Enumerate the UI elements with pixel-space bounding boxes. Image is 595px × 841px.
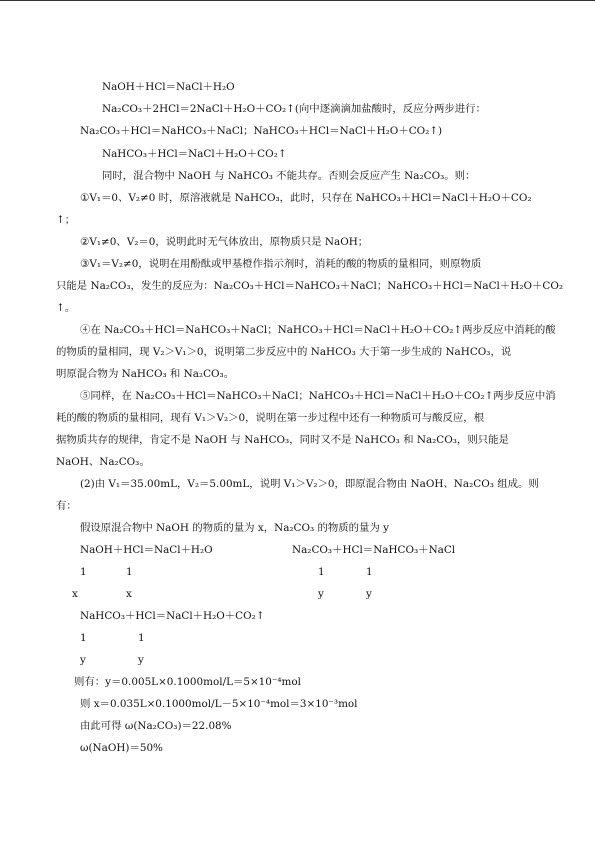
- case1-line1: ①V₁＝0、V₂≠0 时，原溶液就是 NaHCO₃，此时，只存在 NaHCO₃＋HCl＝NaCl＋H₂O＋CO₂: [80, 192, 532, 204]
- case3-line3: ↑。: [56, 302, 76, 314]
- calc-eq2: Na₂CO₃＋HCl＝NaHCO₃＋NaCl: [292, 544, 456, 556]
- calc-eq1: NaOH＋HCl＝NaCl＋H₂O: [80, 544, 213, 556]
- result-x: 则 x＝0.035L×0.1000mol/L－5×10⁻⁴mol＝3×10⁻³mol: [80, 698, 358, 710]
- result-omega-naoh: ω(NaOH)＝50%: [80, 742, 163, 754]
- assume-line: 假设原混合物中 NaOH 的物质的量为 x，Na₂CO₃ 的物质的量为 y: [80, 522, 390, 534]
- case2-line: ②V₁≠0、V₂＝0，说明此时无气体放出，原物质只是 NaOH；: [80, 236, 369, 248]
- calc-eq3-coef-hcl: 1: [138, 632, 145, 644]
- calc-eq3: NaHCO₃＋HCl＝NaCl＋H₂O＋CO₂↑: [80, 610, 265, 622]
- case3-line2: 只能是 Na₂CO₃，发生的反应为：Na₂CO₃＋HCl＝NaHCO₃＋NaCl；NaHCO₃＋HCl＝NaCl＋H₂O＋CO₂: [56, 280, 564, 292]
- result-omega-na2co3: 由此可得 ω(Na₂CO₃)＝22.08%: [80, 720, 232, 732]
- calc-eq3-amount-nahco3: y: [80, 654, 86, 666]
- case4-line3: 明原混合物为 NaHCO₃ 和 Na₂CO₃。: [56, 368, 235, 380]
- calc-eq3-coef-nahco3: 1: [80, 632, 87, 644]
- case1-line2: ↑；: [56, 214, 76, 226]
- case5-line2: 耗的酸的物质的量相同，现有 V₁＞V₂＞0，说明在第一步过程中还有一种物质可与酸反应，根: [56, 412, 485, 424]
- calc-eq1-amount-hcl: x: [126, 588, 132, 600]
- eq-naoh-hcl: NaOH＋HCl＝NaCl＋H₂O: [102, 81, 235, 93]
- eq-na2co3-total: Na₂CO₃＋2HCl＝2NaCl＋H₂O＋CO₂↑(向中逐滴滴加盐酸时，反应分两步进行：: [102, 103, 486, 115]
- calc-eq2-amount-hcl: y: [366, 588, 372, 600]
- case5-line4: NaOH、Na₂CO₃。: [56, 456, 150, 468]
- case5-line3: 据物质共存的规律，肯定不是 NaOH 与 NaHCO₃，同时又不是 NaHCO₃ 和 Na₂CO₃，则只能是: [56, 434, 509, 446]
- part2-line1: (2)由 V₁＝35.00mL，V₂＝5.00mL，说明 V₁＞V₂＞0，即原混合物由 NaOH、Na₂CO₃ 组成。则: [80, 478, 539, 490]
- calc-eq2-amount-na2co3: y: [318, 588, 324, 600]
- result-y: 则有：y＝0.005L×0.1000mol/L＝5×10⁻⁴mol: [74, 676, 301, 688]
- eq-nahco3: NaHCO₃＋HCl＝NaCl＋H₂O＋CO₂↑: [102, 148, 287, 160]
- eq-two-steps: Na₂CO₃＋HCl＝NaHCO₃＋NaCl；NaHCO₃＋HCl＝NaCl＋H₂O＋CO₂↑): [80, 125, 443, 137]
- case3-line1: ③V₁＝V₂≠0，说明在用酚酞或甲基橙作指示剂时，消耗的酸的物质的量相同，则原物质: [80, 258, 482, 270]
- case4-line2: 的物质的量相同，现 V₂＞V₁＞0，说明第二步反应中的 NaHCO₃ 大于第一步生成的 NaHCO₃，说: [56, 346, 512, 358]
- case5-line1: ⑤同样，在 Na₂CO₃＋HCl＝NaHCO₃＋NaCl；NaHCO₃＋HCl＝NaCl＋H₂O＋CO₂↑两步反应中消: [80, 390, 556, 402]
- calc-eq2-coef-hcl: 1: [366, 566, 373, 578]
- part2-line2: 有：: [56, 500, 77, 512]
- calc-eq1-amount-naoh: x: [72, 588, 78, 600]
- page-top-rule: [0, 0, 595, 1]
- calc-eq1-coef-hcl: 1: [126, 566, 133, 578]
- calc-eq3-amount-hcl: y: [138, 654, 144, 666]
- case4-line1: ④在 Na₂CO₃＋HCl＝NaHCO₃＋NaCl；NaHCO₃＋HCl＝NaCl＋H₂O＋CO₂↑两步反应中消耗的酸: [80, 324, 556, 336]
- calc-eq2-coef-na2co3: 1: [318, 566, 325, 578]
- calc-eq1-coef-naoh: 1: [80, 566, 87, 578]
- coexist-paragraph: 同时，混合物中 NaOH 与 NaHCO₃ 不能共存。否则会反应产生 Na₂CO₃。则：: [102, 170, 476, 182]
